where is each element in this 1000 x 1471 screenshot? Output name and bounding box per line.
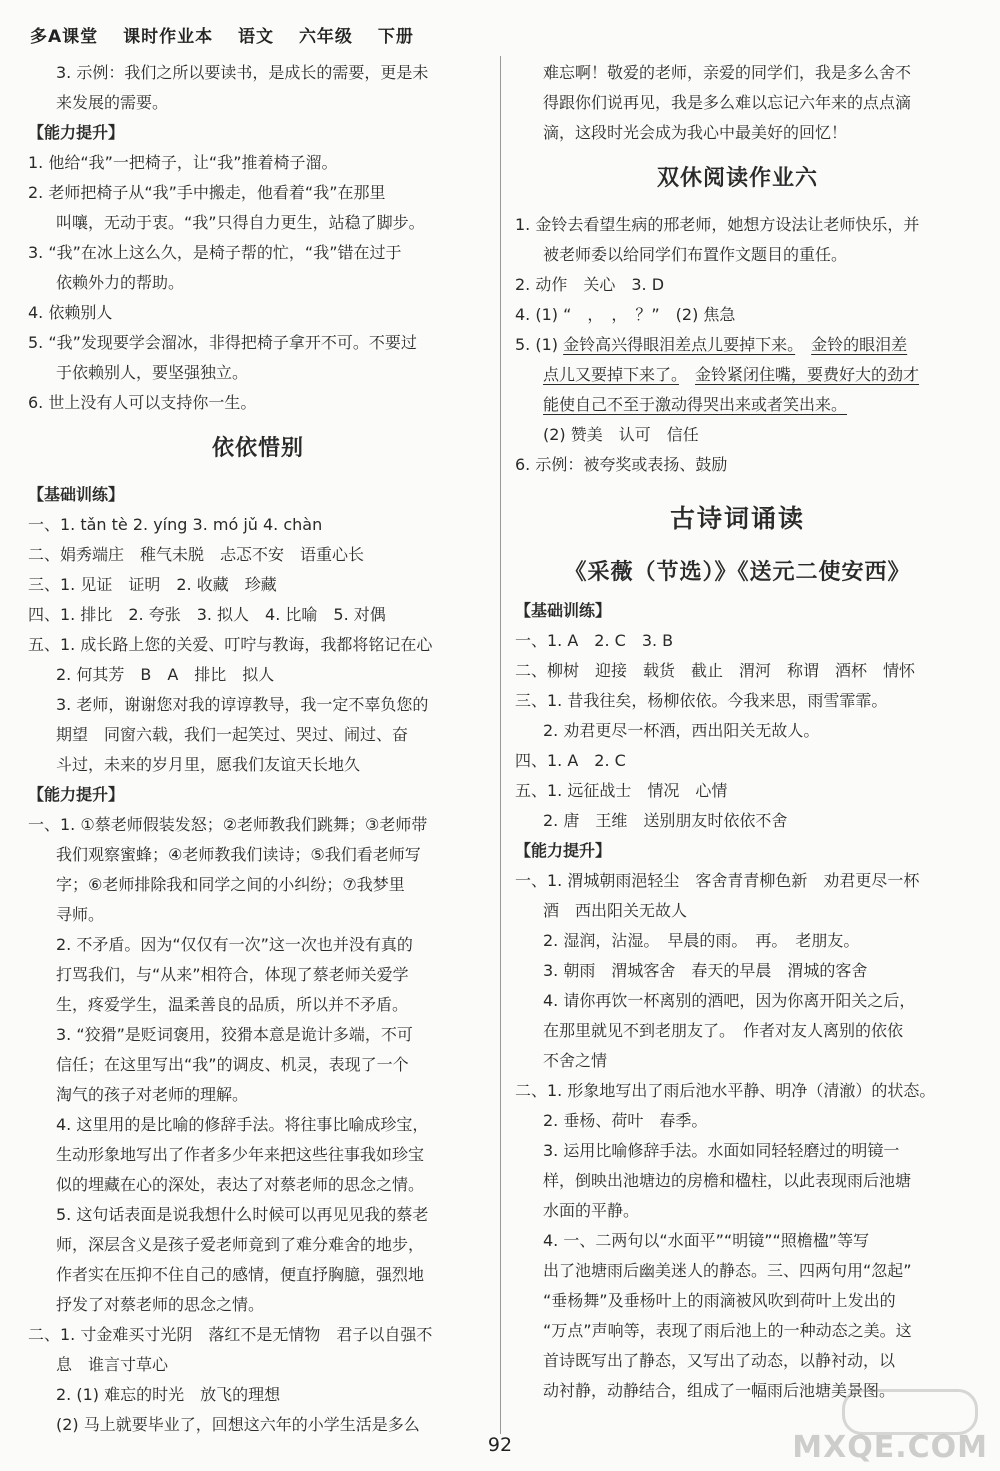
answer-line: 打骂我们，与“从来”相符合，体现了蔡老师关爱学 <box>56 965 409 984</box>
answer-line: 4. 请你再饮一杯离别的酒吧，因为你离开阳关之后， <box>543 991 916 1010</box>
section-tag: 【能力提升】 <box>515 841 612 860</box>
answer-line: 抒发了对蔡老师的思念之情。 <box>56 1295 265 1314</box>
answer-line: (2) 马上就要毕业了，回想这六年的小学生活是多么 <box>56 1415 420 1434</box>
answer-line <box>515 330 960 360</box>
answer-line: 寻师。 <box>56 905 105 924</box>
answer-line: 依赖外力的帮助。 <box>56 273 185 292</box>
answer-line: 2. 垂杨、荷叶 春季。 <box>543 1111 708 1130</box>
answer-line: 生动形象地写出了作者多少年来把这些往事我如珍宝 <box>56 1145 425 1164</box>
answer-line: 3. “狡猾”是贬词褒用，狡猾本意是诡计多端，不可 <box>56 1025 413 1044</box>
answer-line: 出了池塘雨后幽美迷人的静态。三、四两句用“忽起” <box>543 1261 912 1280</box>
answer-line: 二、1. 形象地写出了雨后池水平静、明净（清澈）的状态。 <box>515 1081 936 1100</box>
answer-line: 4. 这里用的是比喻的修辞手法。将往事比喻成珍宝， <box>56 1115 429 1134</box>
answer-line: 首诗既写出了静态，又写出了动态，以静衬动，以 <box>543 1351 896 1370</box>
answer-line: 3. 朝雨 渭城客舍 春天的早晨 渭城的客舍 <box>543 961 868 980</box>
answer-line: 叫嚷，无动于衷。“我”只得自力更生，站稳了脚步。 <box>56 213 425 232</box>
header-grade: 六年级 <box>298 27 353 47</box>
answer-line: 不舍之情 <box>543 1051 608 1070</box>
watermark-text: MXQE.COM <box>792 1430 988 1465</box>
answer-line: 五、1. 远征战士 情况 心情 <box>515 781 728 800</box>
section-tag: 【基础训练】 <box>28 485 125 504</box>
answer-line: 字；⑥老师排除我和同学之间的小纠纷；⑦我梦里 <box>56 875 405 894</box>
answer-line: 在那里就见不到老朋友了。 作者对友人离别的依依 <box>543 1021 904 1040</box>
answer-line: 酒 西出阳关无故人 <box>543 901 688 920</box>
answer-line: 2. 唐 王维 送别朋友时依依不舍 <box>543 811 788 830</box>
answer-line: 作者实在压抑不住自己的感情，便直抒胸臆，强烈地 <box>56 1265 425 1284</box>
answer-line: 淘气的孩子对老师的理解。 <box>56 1085 249 1104</box>
column-divider <box>500 56 501 1434</box>
header-book: 课时作业本 <box>123 27 214 47</box>
answer-line: 得跟你们说再见，我是多么难以忘记六年来的点点滴 <box>543 93 912 112</box>
answer-line: 我们观察蜜蜂；④老师教我们读诗；⑤我们看老师写 <box>56 845 421 864</box>
answer-line: 2. 不矛盾。因为“仅仅有一次”这一次也并没有真的 <box>56 935 413 954</box>
answer-line: 师，深层含义是孩子爱老师竟到了难分难舍的地步， <box>56 1235 425 1254</box>
answer-line: 息 谁言寸草心 <box>56 1355 169 1374</box>
answer-line: 样，倒映出池塘边的房檐和楹柱，以此表现雨后池塘 <box>543 1171 912 1190</box>
section-tag: 【能力提升】 <box>28 785 125 804</box>
page-number: 92 <box>487 1434 513 1456</box>
answer-line: 1. 他给“我”一把椅子，让“我”推着椅子溜。 <box>28 153 338 172</box>
answer-line: 3. 老师，谢谢您对我的谆谆教导，我一定不辜负您的 <box>56 695 429 714</box>
answer-line: 似的埋藏在心的深处，表达了对蔡老师的思念之情。 <box>56 1175 425 1194</box>
header-subject: 语文 <box>238 27 275 47</box>
answer-line: 来发展的需要。 <box>56 93 169 112</box>
answer-line: 动衬静，动静结合，组成了一幅雨后池塘美景图。 <box>543 1381 896 1400</box>
underlined-answer: 点儿又要掉下来了。 <box>543 365 680 384</box>
answer-line: 水面的平静。 <box>543 1201 640 1220</box>
answer-line: 4. (1) “ ， ， ？” (2) 焦急 <box>515 305 736 324</box>
lesson-title: 《采薇（节选）》《送元二使安西》 <box>564 560 911 585</box>
watermark-logo <box>792 1430 988 1465</box>
answer-line: 2. 湿润，沾湿。 早晨的雨。 再。 老朋友。 <box>543 931 860 950</box>
answer-line: 三、1. 昔我往矣，杨柳依依。今我来思，雨雪霏霏。 <box>515 691 888 710</box>
answer-line: 信任；在这里写出“我”的调皮、机灵，表现了一个 <box>56 1055 409 1074</box>
section-tag: 【基础训练】 <box>515 601 612 620</box>
answer-line <box>515 360 960 390</box>
answer-line: 五、1. 成长路上您的关爱、叮咛与教诲，我都将铭记在心 <box>28 635 433 654</box>
answer-line: 三、1. 见证 证明 2. 收藏 珍藏 <box>28 575 277 594</box>
watermark-badge-icon <box>842 1389 978 1435</box>
answer-line: 二、娟秀端庄 稚气未脱 忐忑不安 语重心长 <box>28 545 365 564</box>
answer-line: 5. 这句话表面是说我想什么时候可以再见见我的蔡老 <box>56 1205 429 1224</box>
answer-line: 一、1. ①蔡老师假装发怒；②老师教我们跳舞；③老师带 <box>28 815 428 834</box>
answer-line: 6. 示例：被夸奖或表扬、鼓励 <box>515 455 728 474</box>
unit-title: 古诗词诵读 <box>669 504 805 533</box>
answer-line: 四、1. 排比 2. 夸张 3. 拟人 4. 比喻 5. 对偶 <box>28 605 386 624</box>
answer-line: 滴，这段时光会成为我心中最美好的回忆！ <box>543 123 848 142</box>
answer-line: 一、1. tǎn tè 2. yíng 3. mó jǔ 4. chàn <box>28 515 323 534</box>
answer-line: 2. (1) 难忘的时光 放飞的理想 <box>56 1385 281 1404</box>
header-series: 多A课堂 <box>30 27 99 47</box>
answer-line: 3. 运用比喻修辞手法。水面如同轻轻磨过的明镜一 <box>543 1141 900 1160</box>
answer-line: 2. 劝君更尽一杯酒，西出阳关无故人。 <box>543 721 820 740</box>
lesson-title: 依依惜别 <box>211 436 304 461</box>
answer-line: 斗过，未来的岁月里，愿我们友谊天长地久 <box>56 755 361 774</box>
answer-line: 4. 一、二两句以“水面平”“明镜”“照檐楹”等写 <box>543 1231 870 1250</box>
section-tag: 【能力提升】 <box>28 123 125 142</box>
right-column <box>515 58 960 1406</box>
answer-line: 二、柳树 迎接 载货 截止 渭河 称谓 酒杯 情怀 <box>515 661 916 680</box>
answer-line: 四、1. A 2. C <box>515 751 626 770</box>
answer-line: “垂杨舞”及垂杨叶上的雨滴被风吹到荷叶上发出的 <box>543 1291 896 1310</box>
answer-line: 难忘啊！敬爱的老师，亲爱的同学们，我是多么舍不 <box>543 63 912 82</box>
underlined-answer: 能使自己不至于激动得哭出来或者笑出来。 <box>543 395 848 414</box>
underlined-answer: 金铃高兴得眼泪差点儿要掉下来。 <box>563 335 796 354</box>
answer-line: “万点”声响等，表现了雨后池上的一种动态之美。这 <box>543 1321 912 1340</box>
lesson-title: 双休阅读作业六 <box>656 166 818 191</box>
answer-prefix: 5. (1) <box>515 335 564 354</box>
answer-line: 4. 依赖别人 <box>28 303 113 322</box>
answer-line: 6. 世上没有人可以支持你一生。 <box>28 393 257 412</box>
answer-line: 1. 金铃去看望生病的邢老师，她想方设法让老师快乐，并 <box>515 215 920 234</box>
underlined-answer: 金铃的眼泪差 <box>811 335 908 354</box>
answer-line: 3. “我”在冰上这么久，是椅子帮的忙，“我”错在过于 <box>28 243 402 262</box>
answer-line: 2. 老师把椅子从“我”手中搬走，他看着“我”在那里 <box>28 183 386 202</box>
answer-line: 于依赖别人，要坚强独立。 <box>56 363 249 382</box>
answer-line: (2) 赞美 认可 信任 <box>543 425 699 444</box>
answer-line: 一、1. 渭城朝雨浥轻尘 客舍青青柳色新 劝君更尽一杯 <box>515 871 920 890</box>
book-header <box>30 22 432 47</box>
underlined-answer: 金铃紧闭住嘴，要费好大的劲才 <box>695 365 920 384</box>
answer-line: 生，疼爱学生，温柔善良的品质，所以并不矛盾。 <box>56 995 409 1014</box>
answer-line: 被老师委以给同学们布置作文题目的重任。 <box>543 245 848 264</box>
left-column <box>28 58 488 1440</box>
answer-line: 2. 何其芳 B A 排比 拟人 <box>56 665 275 684</box>
answer-line: 期望 同窗六载，我们一起笑过、哭过、闹过、奋 <box>56 725 409 744</box>
answer-line: 二、1. 寸金难买寸光阴 落红不是无情物 君子以自强不 <box>28 1325 433 1344</box>
answer-line: 2. 动作 关心 3. D <box>515 275 665 294</box>
header-term: 下册 <box>377 27 414 47</box>
answer-line: 3. 示例：我们之所以要读书，是成长的需要，更是未 <box>56 63 429 82</box>
answer-line <box>515 390 960 420</box>
answer-line: 5. “我”发现要学会溜冰，非得把椅子拿开不可。不要过 <box>28 333 417 352</box>
answer-line: 一、1. A 2. C 3. B <box>515 631 674 650</box>
